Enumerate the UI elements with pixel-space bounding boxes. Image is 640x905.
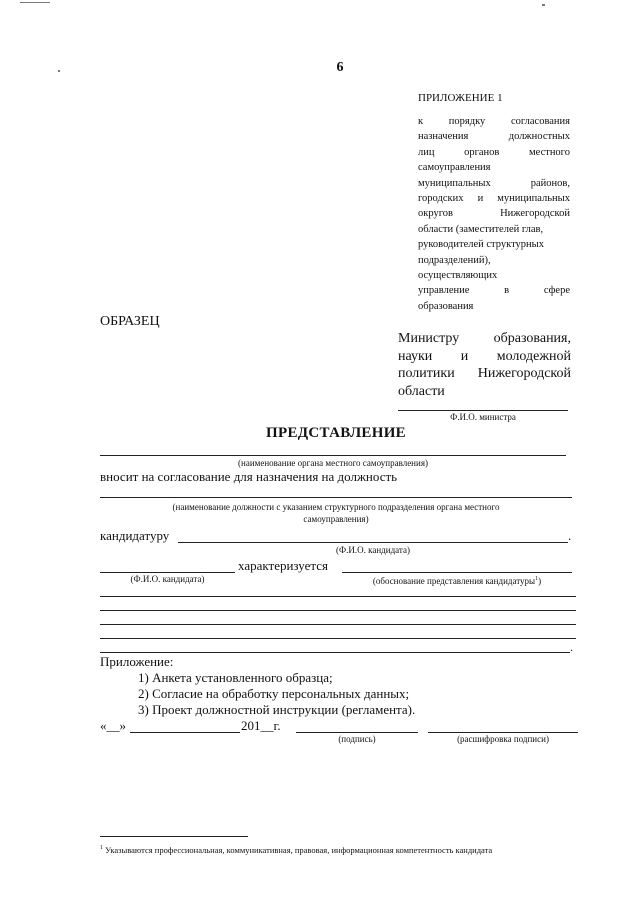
justification-blank-line: [100, 610, 576, 611]
submits-text: вносит на согласование для назначения на должность: [100, 469, 398, 484]
addressee-word: образования,: [493, 331, 571, 346]
addressee-word: Министру: [398, 331, 460, 346]
addressee-line: [398, 348, 571, 366]
date-month-line: [130, 732, 240, 733]
appendix-description-word: назначения: [418, 131, 469, 143]
date-year-field: 201__г.: [241, 718, 281, 733]
appendix-description-word: округов: [418, 208, 453, 220]
addressee-block: [398, 330, 571, 400]
footnote: [100, 845, 580, 855]
scan-speck: [58, 70, 60, 72]
appendix-description-line: [418, 237, 570, 252]
signature-decoding-caption: (расшифровка подписи): [457, 734, 549, 744]
appendix-description-word: области (заместителей глав,: [418, 223, 544, 235]
position-name-caption: (наименование должности с указанием структурного подразделения органа местного: [172, 502, 500, 512]
candidate-name-line-2: [100, 572, 235, 573]
appendix-description-line: [418, 114, 570, 129]
appendix-description-line: [418, 176, 570, 191]
appendix-description-word: и: [477, 193, 484, 205]
addressee-line: [398, 330, 571, 348]
page-number: 6: [336, 60, 344, 75]
appendix-description-word: в: [504, 285, 510, 297]
appendix-description-word: городских: [418, 193, 464, 205]
appendix-title: ПРИЛОЖЕНИЕ 1: [418, 92, 503, 104]
justification-caption-text: (обоснование представления кандидатуры: [372, 576, 536, 586]
footnote-reference: 1: [535, 576, 539, 582]
minister-name-caption: Ф.И.О. министра: [450, 412, 516, 422]
document-title: ПРЕДСТАВЛЕНИЕ: [266, 425, 406, 441]
appendix-description-line: [418, 160, 570, 175]
position-name-caption-continued: самоуправления): [303, 514, 369, 524]
justification-blank-line: [100, 638, 576, 639]
candidate-name-caption: (Ф.И.О. кандидата): [336, 545, 410, 555]
appendix-description-word: сфере: [543, 285, 570, 297]
appendix-description-word: Нижегородской: [500, 208, 570, 220]
appendix-description-word: должностных: [508, 131, 570, 143]
appendix-description-line: [418, 299, 570, 314]
appendix-description-word: самоуправления: [418, 162, 491, 174]
appendix-description-line: [418, 191, 570, 206]
appendix-description-word: согласования: [510, 116, 570, 127]
addressee-word: Нижегородской: [477, 366, 571, 381]
appendix-description-line: [418, 206, 570, 221]
appendix-description-word: местного: [529, 146, 570, 158]
sample-label: ОБРАЗЕЦ: [100, 314, 160, 329]
footnote-separator: [100, 836, 248, 837]
appendix-description-word: управление: [418, 285, 470, 297]
justification-blank-line: [100, 624, 576, 625]
appendix-description-line: [418, 283, 570, 298]
signature-caption: (подпись): [338, 734, 376, 744]
attachments-label: Приложение:: [100, 654, 174, 669]
justification-blank-line: [100, 652, 570, 653]
appendix-description-line: [418, 129, 570, 144]
justification-caption: [342, 574, 572, 587]
organization-name-line: [100, 455, 566, 456]
position-name-line: [100, 497, 572, 498]
addressee-word: и: [460, 348, 469, 364]
candidate-name-line: [178, 542, 568, 543]
footnote-mark: 1: [100, 845, 103, 852]
justification-blank-line: [100, 596, 576, 597]
addressee-word: политики: [398, 366, 455, 381]
appendix-description-line: [418, 253, 570, 268]
characterized-label: характеризуется: [238, 558, 328, 573]
organization-name-caption: (наименование органа местного самоуправления): [238, 458, 428, 468]
justification-caption-close: ): [538, 576, 542, 586]
appendix-description-word: районов,: [530, 177, 570, 189]
minister-signature-line: [398, 410, 568, 411]
appendix-description-line: [418, 268, 570, 283]
appendix-description: [418, 114, 570, 314]
scan-speck: [20, 2, 50, 3]
justification-line: [342, 572, 572, 573]
appendix-description-word: муниципальных: [418, 177, 491, 189]
addressee-line: [398, 365, 571, 383]
appendix-description-word: образования: [418, 300, 474, 312]
addressee-word: области: [398, 383, 445, 399]
candidacy-label: кандидатуру: [100, 528, 170, 543]
addressee-word: науки: [398, 348, 433, 364]
appendix-description-word: лиц: [418, 146, 435, 158]
footnote-text: Указываются профессиональная, коммуникативная, правовая, информационная компетентность кандидата: [105, 845, 493, 855]
appendix-description-word: порядку: [448, 116, 486, 127]
attachment-item: 3) Проект должностной инструкции (регламента).: [138, 702, 416, 717]
attachment-item: 1) Анкета установленного образца;: [138, 670, 333, 685]
attachment-item: 2) Согласие на обработку персональных данных;: [138, 686, 410, 701]
signature-decoding-line: [428, 732, 578, 733]
appendix-description-word: к: [418, 116, 424, 127]
addressee-line: [398, 383, 571, 401]
appendix-description-word: подразделений),: [418, 254, 491, 266]
date-day-field: «__»: [100, 718, 126, 733]
appendix-description-line: [418, 145, 570, 160]
signature-line: [296, 732, 418, 733]
appendix-description-word: руководителей структурных: [418, 239, 544, 251]
candidate-name-caption-2: (Ф.И.О. кандидата): [130, 574, 205, 584]
addressee-word: молодежной: [496, 348, 571, 364]
appendix-description-word: муниципальных: [497, 193, 570, 205]
candidacy-end-dot: .: [568, 528, 572, 543]
appendix-description-word: осуществляющих: [418, 270, 498, 282]
appendix-description-line: [418, 222, 570, 237]
appendix-description-word: органов: [464, 146, 500, 158]
scan-speck: [542, 4, 545, 6]
justification-end-dot: .: [570, 640, 573, 654]
